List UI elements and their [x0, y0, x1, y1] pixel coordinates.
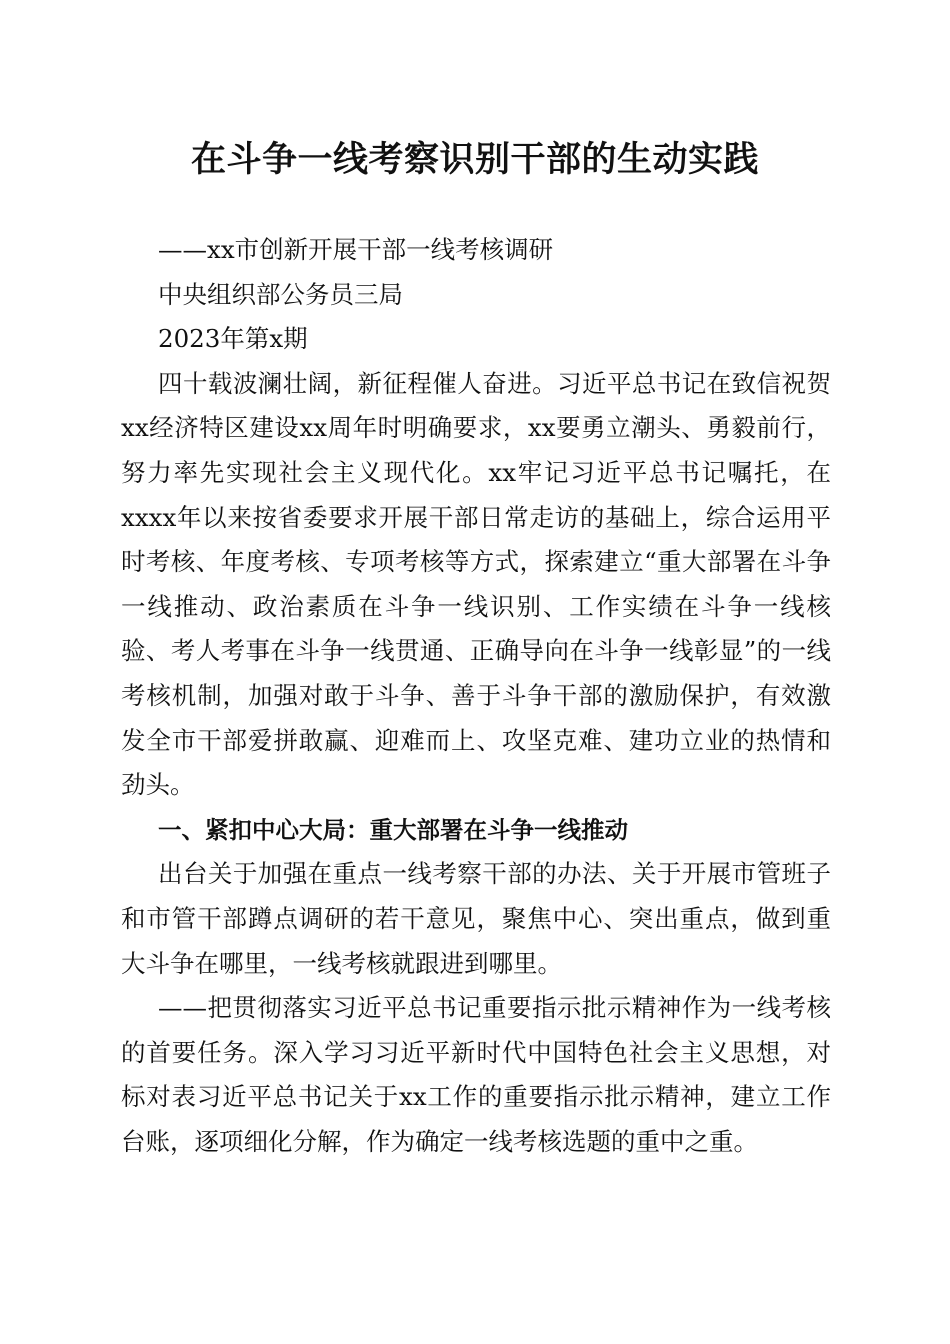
document-author: 中央组织部公务员三局: [158, 279, 403, 309]
section-paragraph: 出台关于加强在重点一线考察干部的办法、关于开展市管班子和市管干部蹲点调研的若干意见，聚焦中心、突出重点，做到重大斗争在哪里，一线考核就跟进到哪里。: [121, 859, 831, 978]
intro-paragraph: 四十载波澜壮阔，新征程催人奋进。习近平总书记在致信祝贺xx经济特区建设xx周年时明确要求，xx要勇立潮头、勇毅前行，努力率先实现社会主义现代化。xx牢记习近平总书记嘱托，在xxxx年以来按省委要求开展干部日常走访的基础上，综合运用平时考核、年度考核、专项考核等方式，探索建立“重大部署在斗争一线推动、政治素质在斗争一线识别、工作实绩在斗争一线核验、考人考事在斗争一线贯通、正确导向在斗争一线彰显”的一线考核机制，加强对敢于斗争、善于斗争干部的激励保护，有效激发全市干部爱拼敢赢、迎难而上、攻坚克难、建功立业的热情和劲头。: [121, 368, 831, 800]
section-paragraph: ——把贯彻落实习近平总书记重要指示批示精神作为一线考核的首要任务。深入学习习近平新时代中国特色社会主义思想，对标对表习近平总书记关于xx工作的重要指示批示精神，建立工作台账，逐项细化分解，作为确定一线考核选题的重中之重。: [121, 993, 831, 1156]
document-subtitle: ——xx市创新开展干部一线考核调研: [158, 235, 554, 264]
section-heading: 一、紧扣中心大局：重大部署在斗争一线推动: [158, 815, 628, 844]
document-issue: 2023年第x期: [158, 324, 308, 354]
document-body: [121, 228, 831, 1164]
document-title: 在斗争一线考察识别干部的生动实践: [190, 140, 759, 180]
